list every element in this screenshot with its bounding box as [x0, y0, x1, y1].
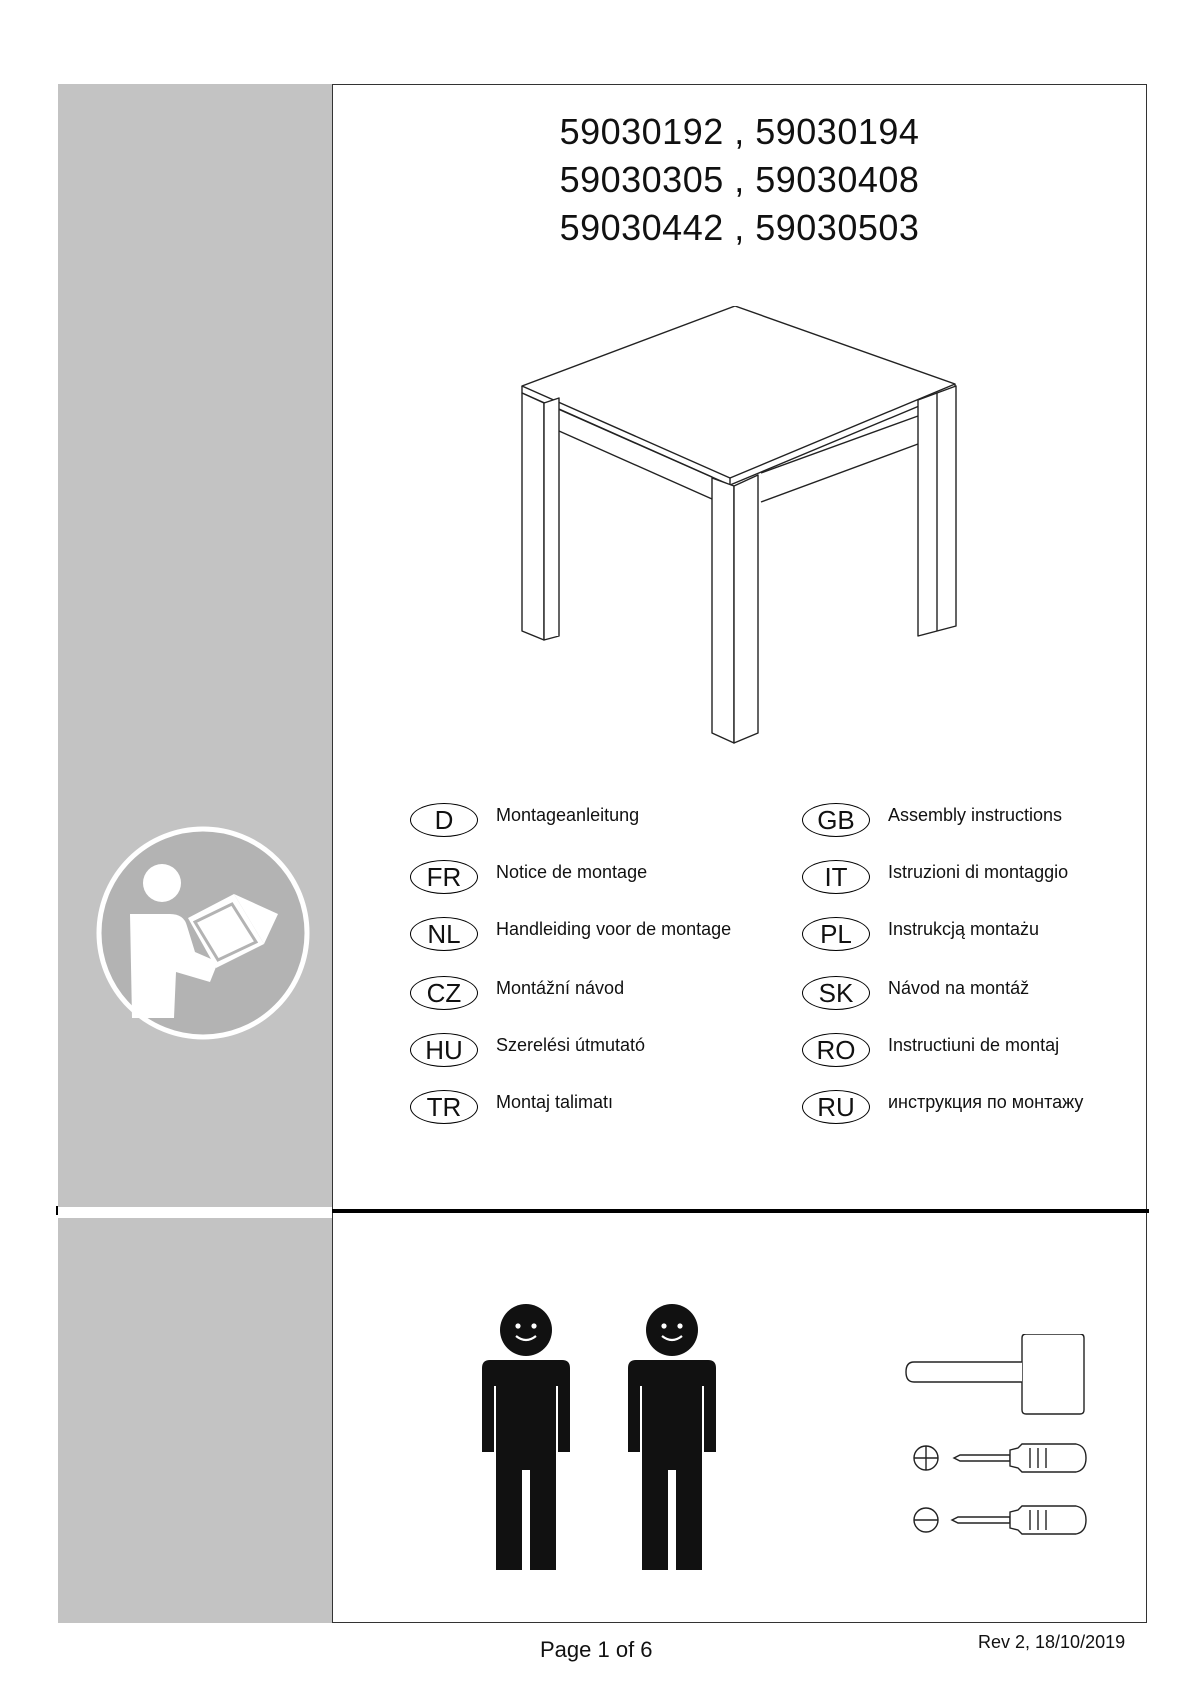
- product-code-line: 59030442 , 59030503: [559, 207, 920, 248]
- language-label: Instructiuni de montaj: [888, 1035, 1060, 1055]
- language-code: NL: [410, 917, 478, 951]
- language-code: TR: [410, 1090, 478, 1124]
- section-divider: [332, 1209, 1149, 1213]
- language-label: Instrukcją montażu: [888, 919, 1040, 939]
- language-label: Montageanleitung: [496, 805, 640, 825]
- revision-date: Rev 2, 18/10/2019: [978, 1632, 1126, 1652]
- language-label: Montážní návod: [496, 978, 625, 998]
- language-code: CZ: [410, 976, 478, 1010]
- language-code: IT: [802, 860, 870, 894]
- language-label: Montaj talimatı: [496, 1092, 614, 1112]
- sidebar-bottom-panel: [58, 1218, 333, 1623]
- phillips-screwdriver-icon: [914, 1444, 1086, 1472]
- two-person-icon: [478, 1300, 748, 1570]
- divider-tick: [56, 1206, 58, 1215]
- product-code-line: 59030192 , 59030194: [559, 111, 920, 152]
- flathead-screwdriver-icon: [914, 1506, 1086, 1534]
- language-label: инструкция по монтажу: [888, 1092, 1084, 1112]
- read-instructions-icon: [92, 822, 314, 1044]
- language-label: Notice de montage: [496, 862, 648, 882]
- page-number: Page 1 of 6: [540, 1637, 653, 1662]
- language-label: Szerelési útmutató: [496, 1035, 646, 1055]
- product-code-line: 59030305 , 59030408: [559, 159, 920, 200]
- language-code: HU: [410, 1033, 478, 1067]
- language-label: Assembly instructions: [888, 805, 1063, 825]
- language-code: FR: [410, 860, 478, 894]
- tools-icons: [900, 1334, 1090, 1564]
- product-codes: [332, 108, 1147, 252]
- language-code: SK: [802, 976, 870, 1010]
- language-code: RO: [802, 1033, 870, 1067]
- language-label: Návod na montáž: [888, 978, 1030, 998]
- hammer-icon: [906, 1334, 1084, 1414]
- language-code: RU: [802, 1090, 870, 1124]
- table-illustration: [518, 306, 958, 746]
- language-code: PL: [802, 917, 870, 951]
- person-icon: [628, 1304, 716, 1570]
- language-label: Istruzioni di montaggio: [888, 862, 1069, 882]
- language-code: D: [410, 803, 478, 837]
- language-code: GB: [802, 803, 870, 837]
- person-icon: [482, 1304, 570, 1570]
- language-label: Handleiding voor de montage: [496, 919, 732, 939]
